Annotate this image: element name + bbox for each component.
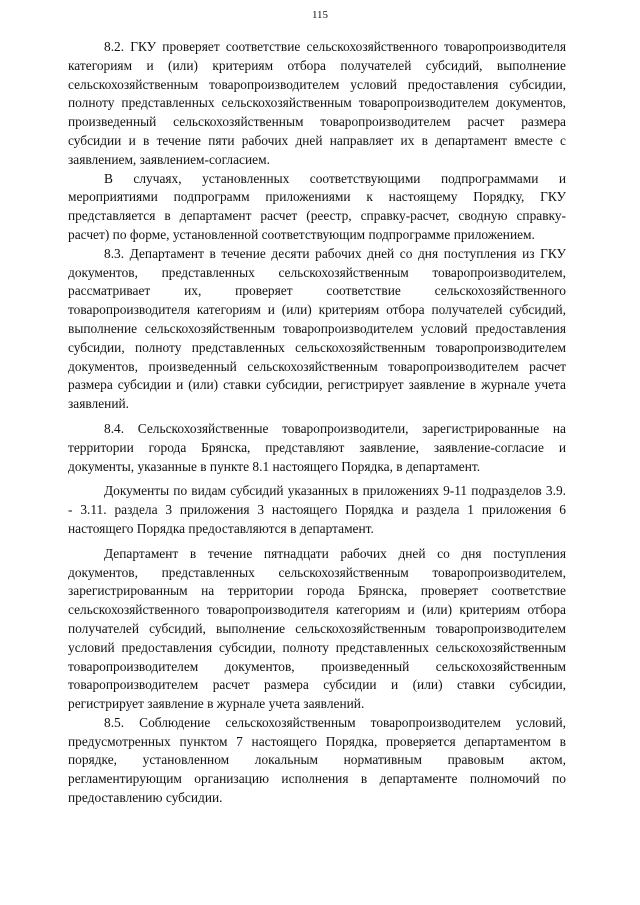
paragraph-8-3: 8.3. Департамент в течение десяти рабочих дней со дня поступления из ГКУ документов, представленных сельскохозяйственным товаропроизводителем, рассматривает их, проверяет соответствие сельскохозяйственного товаропроизводителя категориям и (или) критериям отбора получателей субсидий, выполнение сельскохозяйственным товаропроизводителем условий предоставления субсидии, полноту представленных сельскохозяйственным товаропроизводителем документов, произведенный сельскохозяйственным товаропроизводителем расчет размера субсидии и (или) ставки субсидии, регистрирует заявление в журнале учета заявлений. [68,245,566,412]
page-number: 115 [311,9,329,21]
paragraph-8-2: 8.2. ГКУ проверяет соответствие сельскохозяйственного товаропроизводителя категориям и (или) критериям отбора получателей субсидий, выполнение сельскохозяйственным товаропроизводителем условий предоставления субсидии, полноту представленных сельскохозяйственным товаропроизводителем документов, произведенный сельскохозяйственным товаропроизводителем расчет размера субсидии и в течение пяти рабочих дней направляет их в департамент вместе с заявлением, заявлением-согласием. [68,39,566,167]
paragraph-department: Департамент в течение пятнадцати рабочих дней со дня поступления документов, представленных сельскохозяйственным товаропроизводителем, зарегистрированным на территории города Брянска, проверяет соответствие сельскохозяйственного товаропроизводителя категориям и (или) критериям отбора получателей субсидий, выполнение сельскохозяйственным товаропроизводителем условий предоставления субсидии, полноту представленных сельскохозяйственным товаропроизводителем документов, произведенный сельскохозяйственным товаропроизводителем расчет размера субсидии и (или) ставки субсидии, регистрирует заявление в журнале учета заявлений. [68,545,566,712]
paragraph-8-4: 8.4. Сельскохозяйственные товаропроизводители, зарегистрированные на территории города Брянска, представляют заявление, заявление-согласие и документы, указанные в пункте 8.1 настоящего Порядка, в департамент. [68,420,566,474]
paragraph-documents: Документы по видам субсидий указанных в приложениях 9-11 подразделов 3.9. - 3.11. раздела 3 приложения 3 настоящего Порядка и раздела 1 приложения 6 настоящего Порядка предоставляются в департамент. [68,483,566,536]
paragraph-cases: В случаях, установленных соответствующими подпрограммами и мероприятиями подпрограмм приложениями к настоящему Порядку, ГКУ представляется в департамент расчет (реестр, справку-расчет, сводную справку-расчет) по форме, установленной соответствующим подпрограмме приложением. [68,170,566,242]
paragraph-8-5: 8.5. Соблюдение сельскохозяйственным товаропроизводителем условий, предусмотренных пунктом 7 настоящего Порядка, проверяется департаментом в порядке, установленном локальным нормативным правовым актом, регламентирующим организацию исполнения в департаменте полномочий по предоставлению субсидии. [68,714,566,806]
document-body [68,38,566,808]
